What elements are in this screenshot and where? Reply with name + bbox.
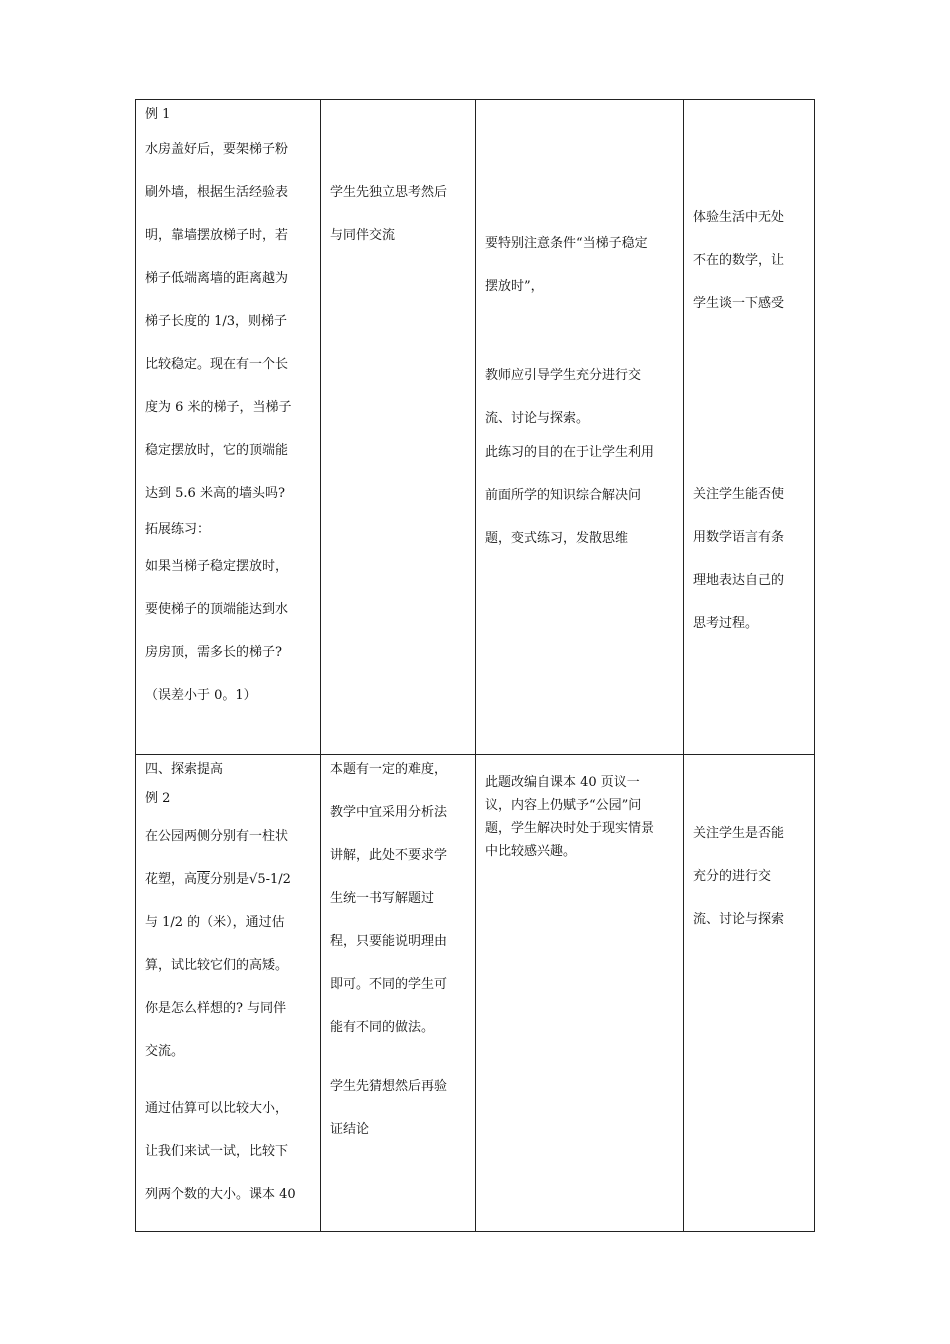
extension-title: 拓展练习： bbox=[145, 522, 211, 537]
teaching-method-cell: 本题有一定的难度， 教学中宜采用分析法 讲解，此处不要求学 生统一书写解题过 程，只要能说明理由 即可。不同的学生可 能有不同的做法。 学生先猜想然后再验 证结论 bbox=[330, 762, 448, 1137]
design-intent-a: 体验生活中无处 不在的数学，让 学生谈一下感受 bbox=[693, 210, 785, 311]
example2-cell bbox=[145, 757, 296, 1216]
source-note-cell: 此题改编自课本 40 页议一 议，内容上仍赋予“公园”问 题，学生解决时处于现实情景 中比较感兴趣。 bbox=[485, 775, 655, 859]
column-divider bbox=[475, 100, 476, 1231]
lesson-table bbox=[135, 99, 815, 1232]
section-heading: 四、探索提高 bbox=[145, 762, 224, 777]
teacher-note-a: 要特别注意条件“当梯子稳定 摆放时”， bbox=[485, 236, 648, 294]
example2-title: 例 2 bbox=[145, 791, 171, 806]
teacher-note-b: 教师应引导学生充分进行交 流、讨论与探索。 bbox=[485, 368, 642, 426]
student-activity-cell: 学生先独立思考然后 与同伴交流 bbox=[330, 185, 448, 243]
example2-problem: 在公园两侧分别有一柱状 花塑，高度分别是√5-1/2 与 1/2 的（米），通过估 算，试比较它们的高矮。 你是怎么样想的? 与同伴 交流。 通过估算可以比较大小， 让我们来试一试，比较下 列两个数的大小。课本 40 bbox=[145, 829, 296, 1202]
extension-problem: 如果当梯子稳定摆放时， 要使梯子的顶端能达到水 房房顶，需多长的梯子? （误差小于 0。1） bbox=[145, 559, 289, 703]
example1-title: 例 1 bbox=[145, 107, 171, 122]
teacher-note-c: 此练习的目的在于让学生利用 前面所学的知识综合解决问 题，变式练习，发散思维 bbox=[485, 445, 655, 546]
column-divider bbox=[683, 100, 684, 1231]
column-divider bbox=[320, 100, 321, 1231]
design-intent-b: 关注学生能否使 用数学语言有条 理地表达自己的 思考过程。 bbox=[693, 487, 785, 631]
example1-problem: 水房盖好后，要架梯子粉 刷外墙，根据生活经验表 明，靠墙摆放梯子时，若 梯子低端离墙的距离越为 梯子长度的 1/3，则梯子 比较稳定。现在有一个长 度为 6 米的梯子，当梯子 稳定摆放时，它的顶端能 达到 5.6 米高的墙头吗? bbox=[145, 142, 292, 501]
assessment-cell: 关注学生是否能 充分的进行交 流、讨论与探索 bbox=[693, 826, 785, 927]
example1-cell bbox=[145, 102, 292, 717]
row-divider bbox=[136, 754, 814, 755]
